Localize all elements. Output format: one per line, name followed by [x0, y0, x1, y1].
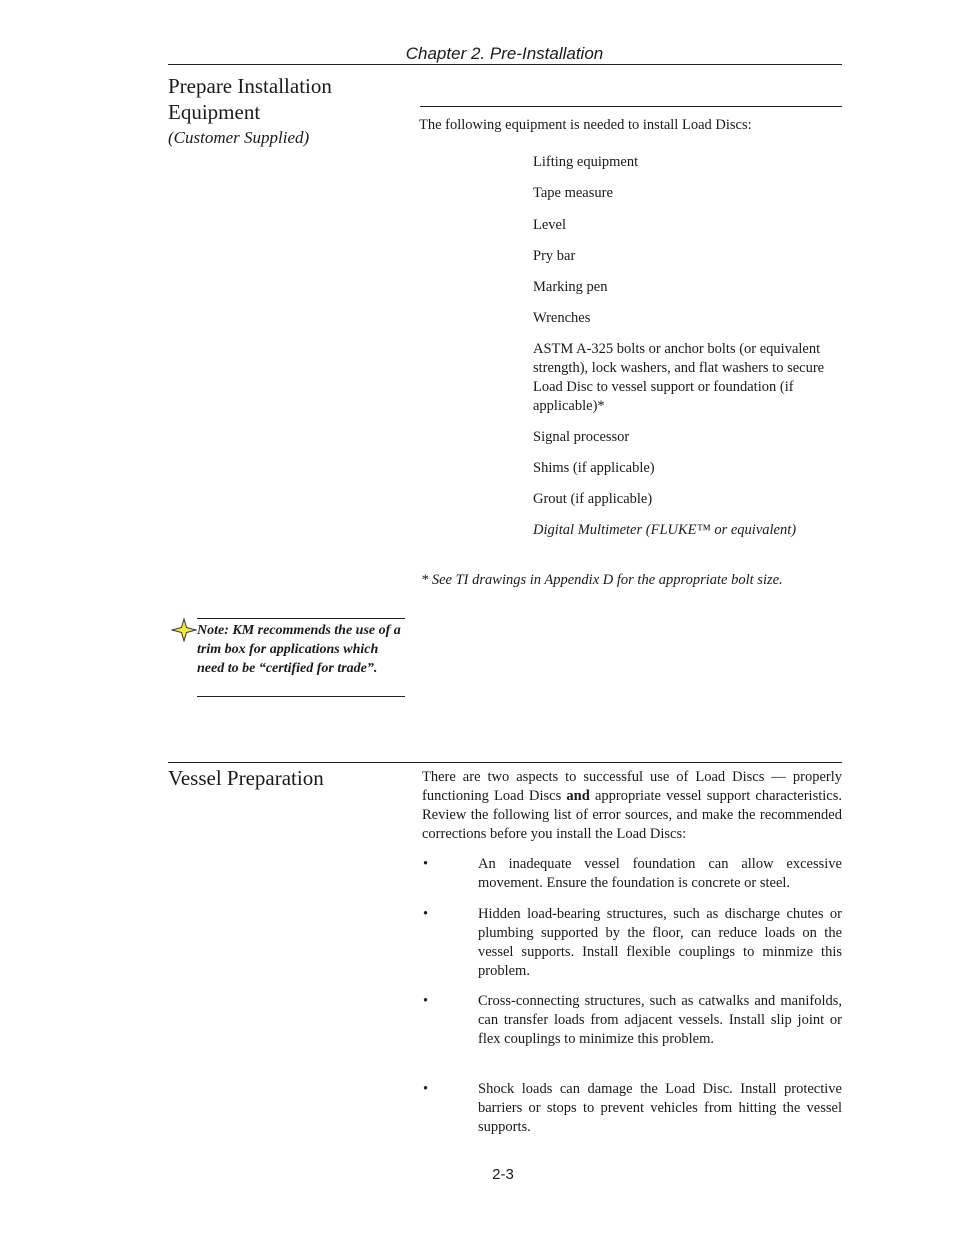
equipment-item: Wrenches — [533, 310, 591, 326]
header-rule — [168, 64, 842, 65]
equipment-item: Grout (if applicable) — [533, 491, 653, 507]
bullet-marker: • — [423, 1081, 429, 1097]
bullet-item: Shock loads can damage the Load Disc. Install protective barriers or stops to prevent vehicles from hitting the vessel supports. — [478, 1081, 842, 1135]
note-bottom-rule — [197, 696, 405, 697]
equipment-item: Signal processor — [533, 429, 630, 445]
bolt-footnote: * See TI drawings in Appendix D for the appropriate bolt size. — [421, 572, 783, 588]
section-title-line2: Equipment — [168, 100, 261, 124]
vessel-intro-text-2: appropriate vessel support characteristics. Review the following list of error sources, and make the recommended corrections before you install the Load Discs: — [422, 788, 842, 842]
page-number: 2-3 — [492, 1166, 514, 1183]
equipment-item: ASTM A-325 bolts or anchor bolts (or equivalent strength), lock washers, and flat washers to secure Load Disc to vessel support or foundation (if applicable)* — [533, 341, 825, 414]
equipment-item: Level — [533, 217, 567, 233]
section-title-line1: Prepare Installation — [168, 74, 332, 98]
note-top-rule — [197, 618, 405, 619]
section-subtitle: (Customer Supplied) — [168, 128, 310, 147]
bullet-marker: • — [423, 906, 429, 922]
bullet-item: An inadequate vessel foundation can allow excessive movement. Ensure the foundation is concrete or steel. — [478, 856, 842, 891]
bullet-item: Cross-connecting structures, such as catwalks and manifolds, can transfer loads from adjacent vessels. Install slip joint or flex couplings to minimize this problem. — [478, 993, 842, 1047]
section1-rule — [420, 106, 842, 107]
section2-title: Vessel Preparation — [168, 766, 324, 790]
equipment-item: Shims (if applicable) — [533, 460, 655, 476]
equipment-item: Marking pen — [533, 279, 608, 295]
equipment-item: Lifting equipment — [533, 154, 639, 170]
equipment-intro: The following equipment is needed to install Load Discs: — [419, 117, 752, 133]
section2-rule — [168, 762, 842, 763]
bullet-marker: • — [423, 856, 429, 872]
bullet-item: Hidden load-bearing structures, such as discharge chutes or plumbing supported by the floor, can reduce loads on the vessel supports. Install flexible couplings to minmize this problem. — [478, 906, 842, 979]
equipment-item: Digital Multimeter (FLUKE™ or equivalent) — [533, 522, 797, 538]
chapter-header: Chapter 2. Pre-Installation — [405, 44, 604, 63]
star-note-icon — [171, 618, 197, 642]
vessel-intro — [422, 768, 842, 844]
vessel-intro-emphasis: and — [566, 788, 590, 804]
vessel-intro-text: There are two aspects to successful use of Load Discs — properly functioning Load Discs — [422, 769, 842, 804]
equipment-item: Tape measure — [533, 185, 613, 201]
equipment-item: Pry bar — [533, 248, 576, 264]
bullet-marker: • — [423, 993, 429, 1009]
note-text: Note: KM recommends the use of a trim box for applications which need to be “certified for trade”. — [197, 623, 401, 676]
